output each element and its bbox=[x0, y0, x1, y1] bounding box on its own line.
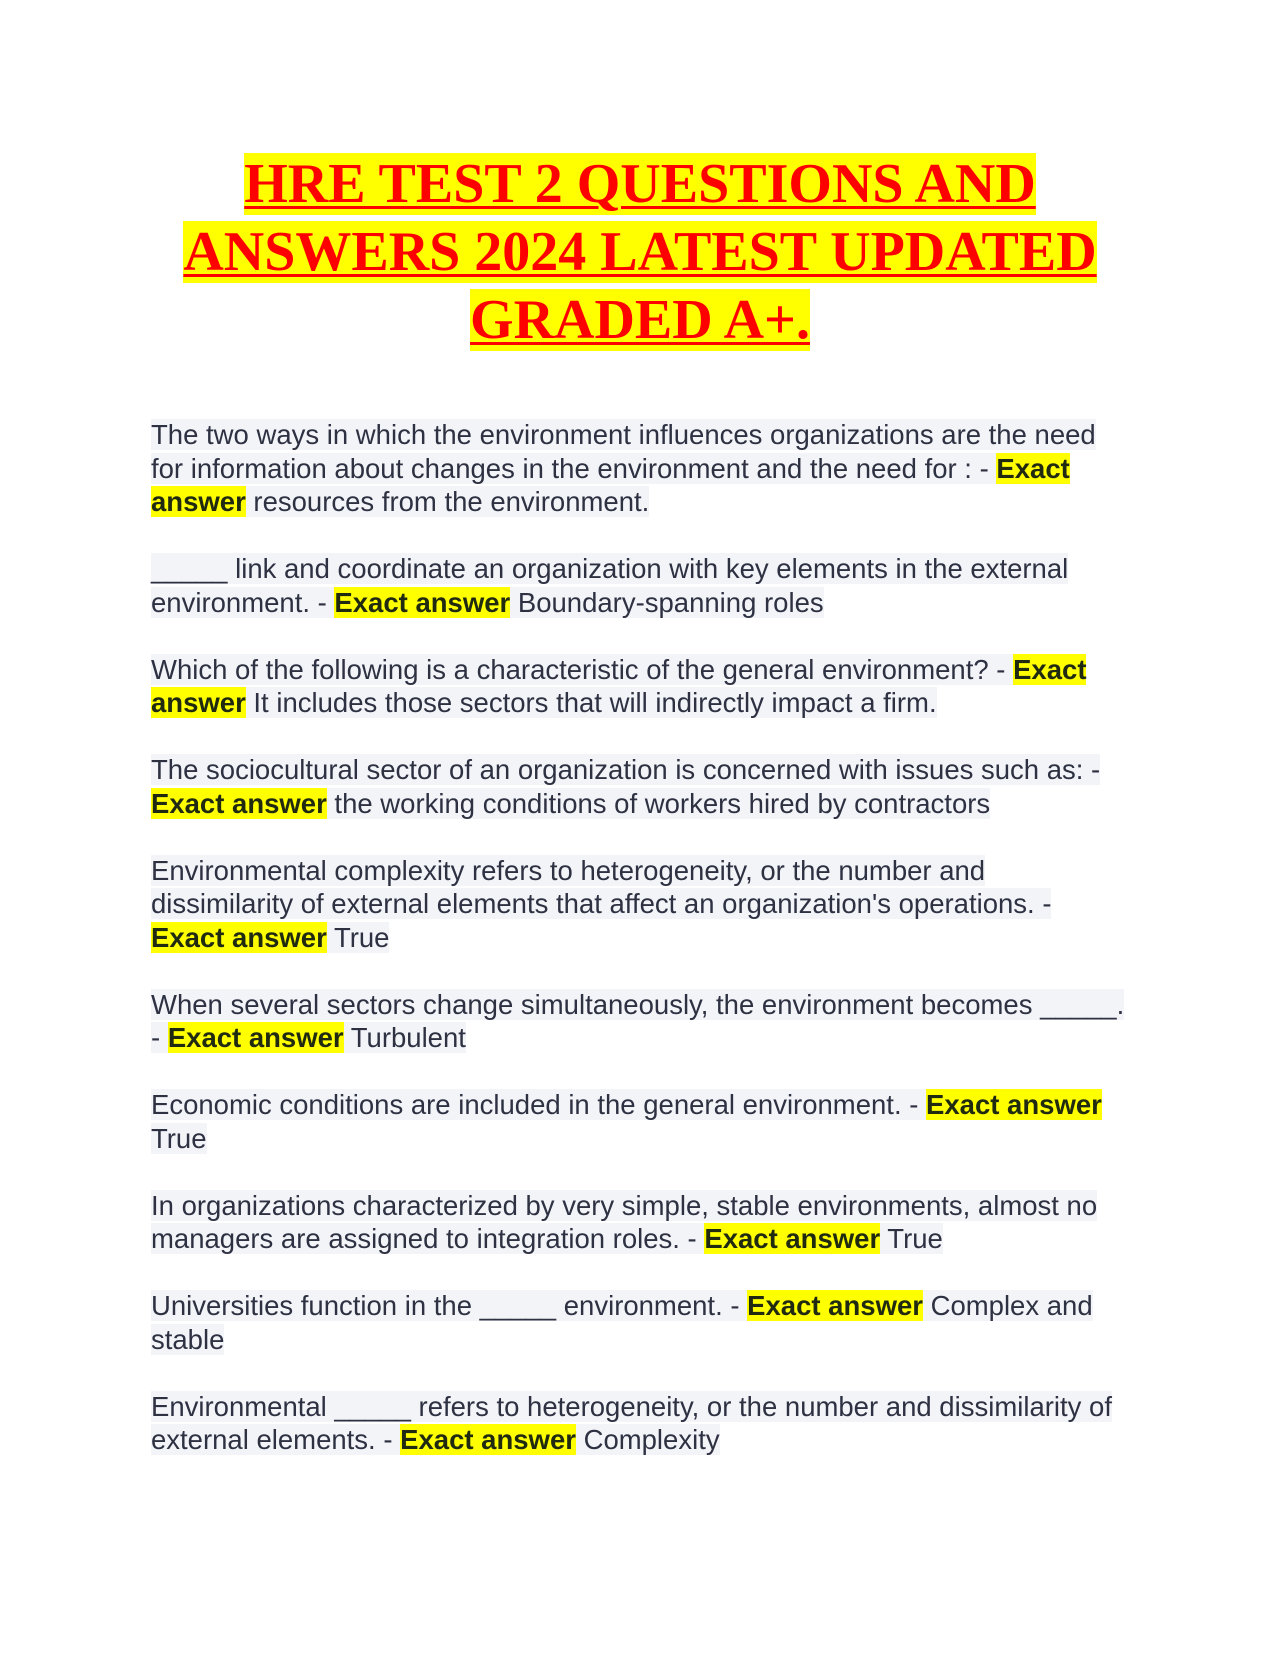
answer-label: Exact answer bbox=[704, 1223, 881, 1254]
answer-text: Boundary-spanning roles bbox=[510, 586, 824, 618]
answer-label: Exact answer bbox=[926, 1089, 1102, 1120]
answer-label: Exact answer bbox=[400, 1424, 576, 1455]
qa-item bbox=[151, 653, 1131, 720]
answer-text: the working conditions of workers hired by contractors bbox=[326, 787, 991, 819]
question-text: When several sectors change simultaneously, the environment becomes _____. - bbox=[151, 988, 1125, 1053]
answer-text: Turbulent bbox=[343, 1022, 466, 1053]
question-text: In organizations characterized by very simple, stable environments, almost no managers are assigned to integration roles. - bbox=[151, 1189, 1098, 1254]
question-text: The two ways in which the environment influences organizations are the need for information about changes in the environment and the need for : - bbox=[151, 419, 1096, 484]
answer-label: Exact answer bbox=[747, 1290, 923, 1321]
question-text: _____ link and coordinate an organization with key elements in the external environment. - bbox=[151, 553, 1069, 618]
question-text: Economic conditions are included in the general environment. - bbox=[151, 1089, 927, 1120]
answer-label: Exact answer bbox=[334, 586, 511, 618]
answer-label: Exact answer bbox=[151, 653, 1087, 718]
answer-text: Complex and stable bbox=[151, 1290, 1093, 1355]
qa-item bbox=[151, 854, 1131, 955]
qa-item bbox=[151, 1390, 1131, 1457]
qa-item bbox=[151, 552, 1131, 619]
answer-text: resources from the environment. bbox=[245, 486, 650, 517]
answer-text: It includes those sectors that will indirectly impact a firm. bbox=[245, 687, 937, 718]
answer-text: True bbox=[326, 921, 390, 953]
question-text: Environmental complexity refers to heterogeneity, or the number and dissimilarity of external elements that affect an organization's operations. - bbox=[151, 854, 1052, 919]
answer-label: Exact answer bbox=[151, 921, 327, 953]
question-text: Environmental _____ refers to heterogeneity, or the number and dissimilarity of external elements. - bbox=[151, 1390, 1112, 1455]
question-text: The sociocultural sector of an organization is concerned with issues such as: - bbox=[151, 754, 1101, 785]
answer-label: Exact answer bbox=[151, 452, 1070, 517]
answer-text: True bbox=[151, 1122, 207, 1154]
answer-label: Exact answer bbox=[151, 787, 327, 819]
qa-item bbox=[151, 1289, 1131, 1356]
document-title-text: HRE TEST 2 QUESTIONS AND ANSWERS 2024 LATEST UPDATED GRADED A+. bbox=[183, 153, 1097, 351]
qa-item bbox=[151, 1189, 1131, 1256]
qa-item bbox=[151, 418, 1131, 519]
document-title bbox=[110, 150, 1170, 354]
answer-text: Complexity bbox=[575, 1424, 720, 1455]
answer-label: Exact answer bbox=[167, 1022, 344, 1053]
answer-text: True bbox=[880, 1223, 943, 1254]
qa-list bbox=[151, 418, 1131, 1490]
qa-item bbox=[151, 1088, 1131, 1155]
question-text: Which of the following is a characteristic of the general environment? - bbox=[151, 653, 1014, 685]
qa-item bbox=[151, 753, 1131, 820]
qa-item bbox=[151, 988, 1131, 1055]
question-text: Universities function in the _____ environment. - bbox=[151, 1290, 748, 1321]
